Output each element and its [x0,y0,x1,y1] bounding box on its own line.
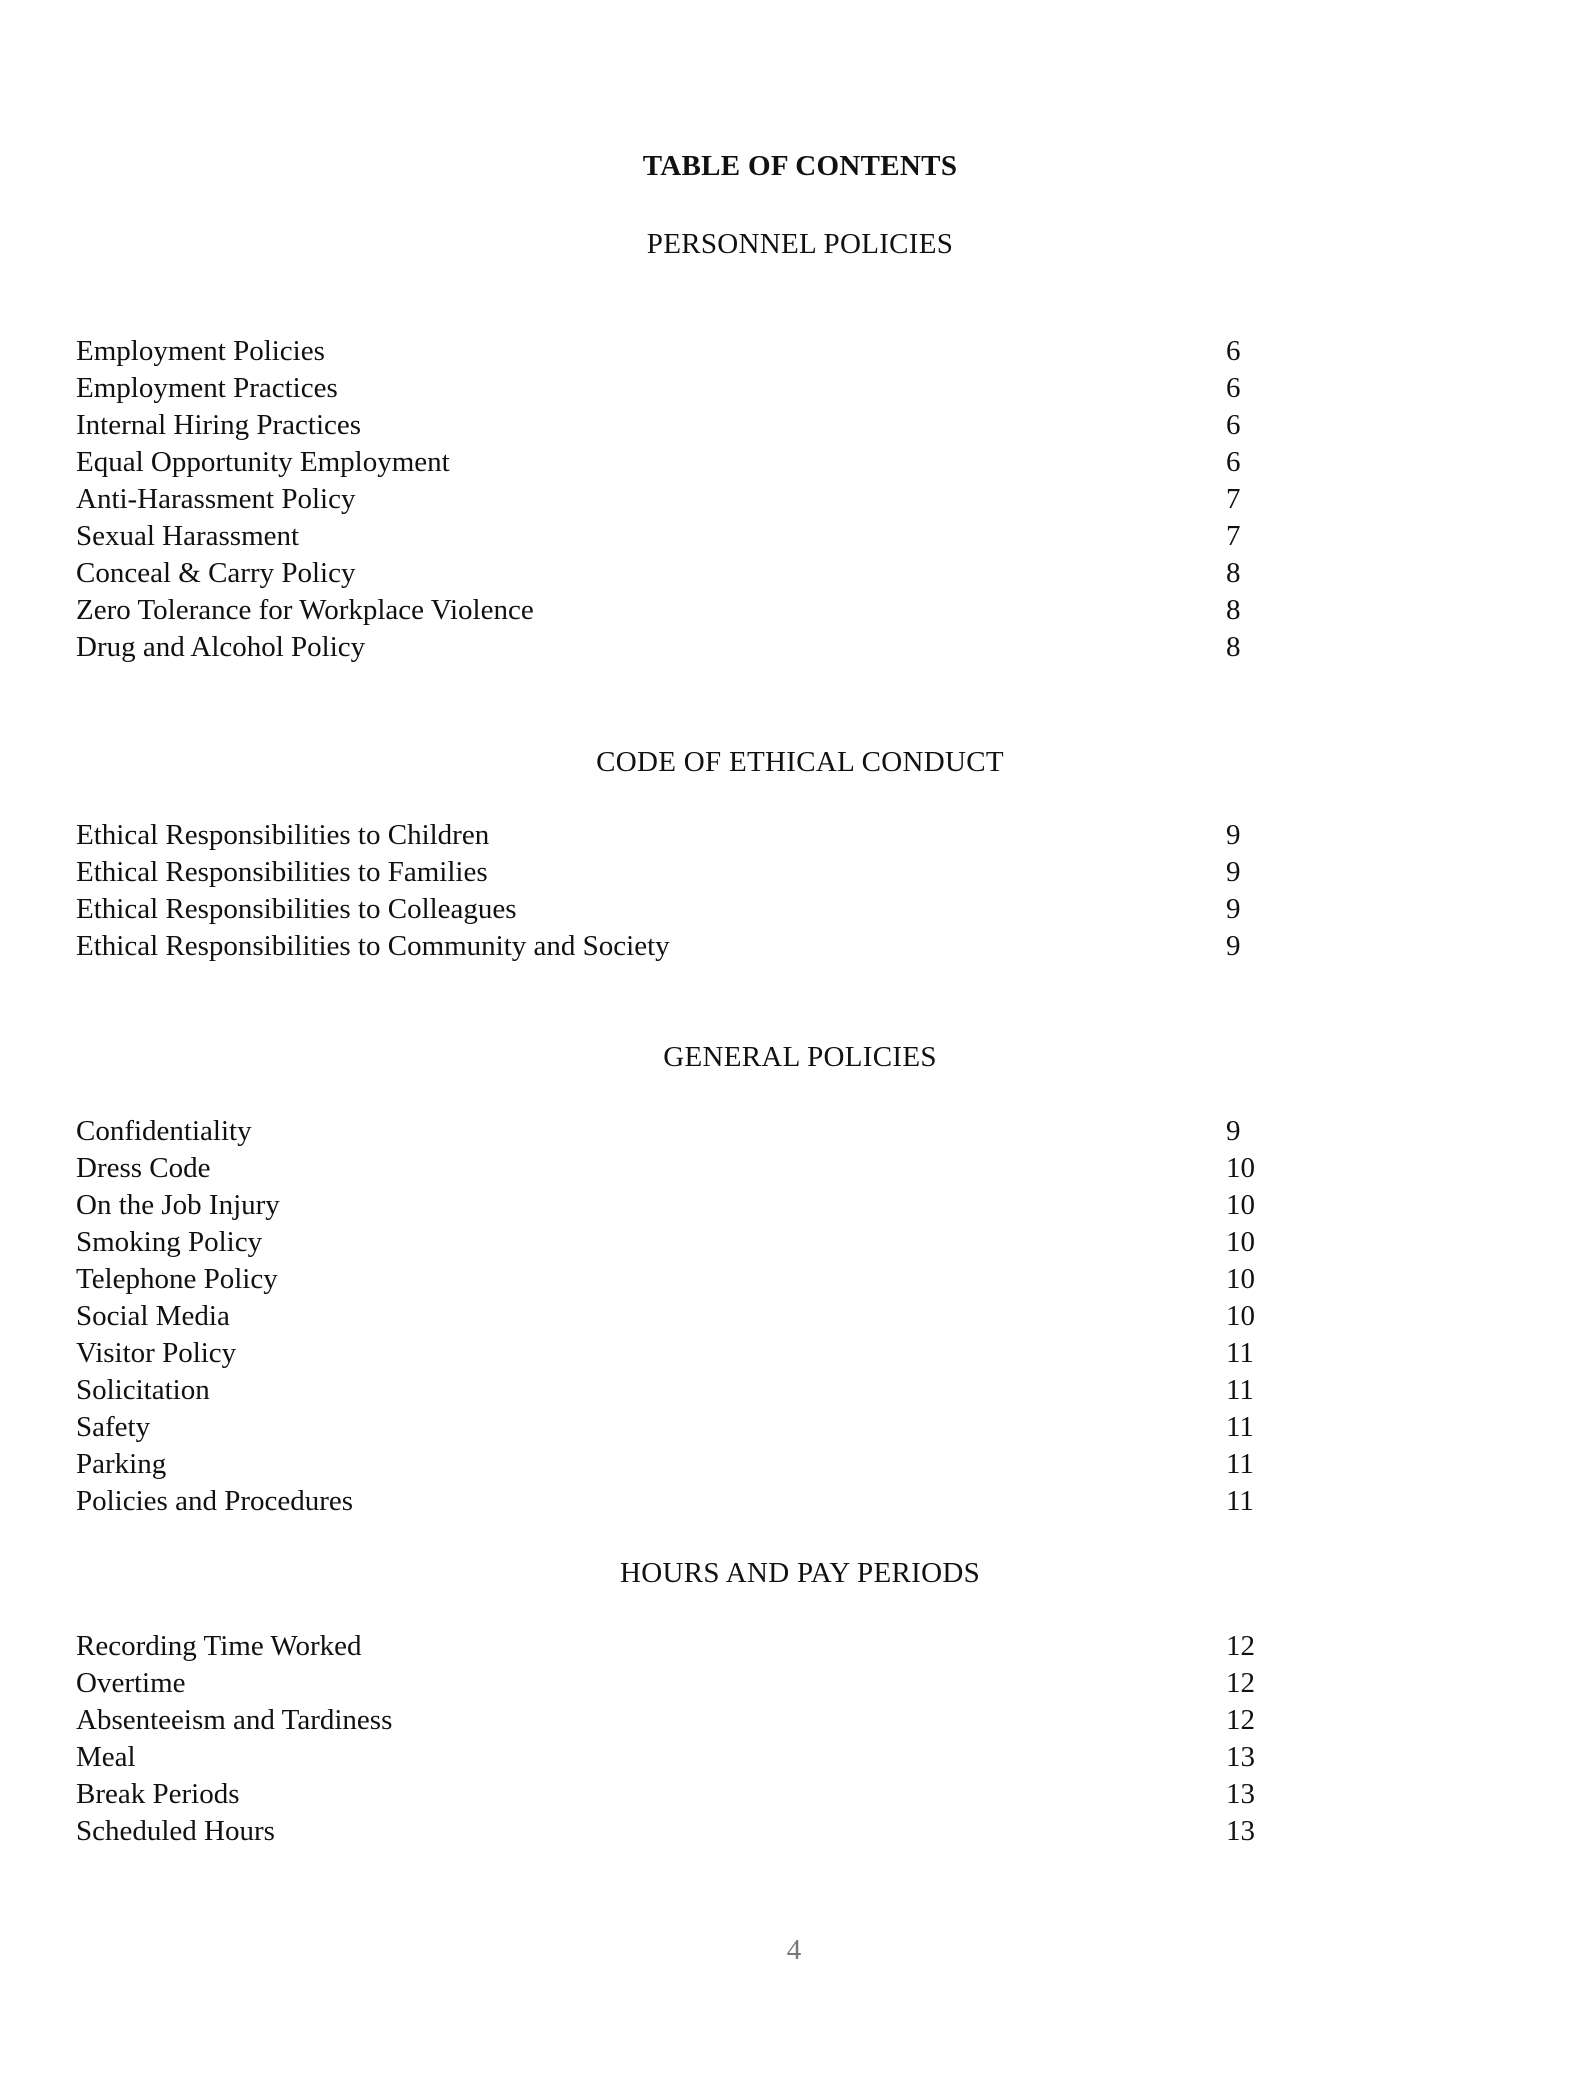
toc-entry-page: 13 [1226,1815,1255,1847]
toc-entry-page: 13 [1226,1741,1255,1773]
toc-entry [76,1409,1276,1446]
toc-entry [76,1739,1276,1776]
section-heading-personnel-policies: PERSONNEL POLICIES [646,228,954,260]
toc-entry-label: Visitor Policy [76,1337,237,1369]
toc-list-general-policies [76,1113,1276,1520]
toc-entry-label: Ethical Responsibilities to Community and Society [76,930,670,962]
toc-entry [76,1628,1276,1665]
toc-entry [76,333,1276,370]
toc-entry-label: Dress Code [76,1152,211,1184]
page-title: TABLE OF CONTENTS [642,150,958,182]
toc-entry-page: 6 [1226,446,1241,478]
toc-entry [76,1113,1276,1150]
section-heading-hours-and-pay-periods: HOURS AND PAY PERIODS [619,1557,981,1589]
toc-entry-label: Meal [76,1741,136,1773]
toc-entry-page: 9 [1226,893,1241,925]
toc-entry-label: Employment Policies [76,335,325,367]
toc-entry-label: Anti-Harassment Policy [76,483,356,515]
toc-entry-label: Smoking Policy [76,1226,263,1258]
toc-entry-page: 11 [1226,1485,1254,1517]
toc-entry [76,1446,1276,1483]
toc-entry-page: 10 [1226,1226,1255,1258]
toc-entry-label: Conceal & Carry Policy [76,557,356,589]
toc-entry-page: 10 [1226,1152,1255,1184]
toc-entry-page: 11 [1226,1448,1254,1480]
toc-entry [76,481,1276,518]
toc-entry [76,1150,1276,1187]
toc-entry [76,928,1276,965]
toc-list-hours-and-pay-periods [76,1628,1276,1850]
toc-entry [76,1483,1276,1520]
toc-entry-page: 13 [1226,1778,1255,1810]
toc-entry [76,592,1276,629]
footer-page-number: 4 [786,1934,802,1966]
toc-entry-label: Recording Time Worked [76,1630,362,1662]
toc-entry [76,1224,1276,1261]
toc-entry-page: 12 [1226,1704,1255,1736]
toc-entry-page: 11 [1226,1374,1254,1406]
section-heading-code-of-ethical-conduct: CODE OF ETHICAL CONDUCT [596,746,1004,778]
toc-entry [76,407,1276,444]
toc-entry-page: 10 [1226,1189,1255,1221]
toc-list-personnel-policies [76,333,1276,666]
toc-entry-page: 6 [1226,335,1241,367]
toc-entry [76,518,1276,555]
toc-entry-label: Solicitation [76,1374,210,1406]
toc-entry-label: Policies and Procedures [76,1485,354,1517]
toc-entry-label: On the Job Injury [76,1189,280,1221]
toc-entry-page: 6 [1226,409,1241,441]
toc-entry-page: 8 [1226,631,1241,663]
toc-list-code-of-ethical-conduct [76,817,1276,965]
toc-entry [76,444,1276,481]
toc-entry-label: Ethical Responsibilities to Families [76,856,488,888]
toc-entry [76,1261,1276,1298]
toc-entry-page: 9 [1226,1115,1241,1147]
toc-entry-page: 9 [1226,856,1241,888]
toc-entry-label: Overtime [76,1667,186,1699]
toc-entry [76,817,1276,854]
toc-entry-label: Parking [76,1448,167,1480]
toc-entry-label: Confidentiality [76,1115,252,1147]
toc-entry [76,854,1276,891]
section-heading-general-policies: GENERAL POLICIES [663,1041,937,1073]
toc-entry-page: 9 [1226,930,1241,962]
toc-entry [76,1665,1276,1702]
toc-entry-label: Safety [76,1411,151,1443]
toc-entry [76,370,1276,407]
toc-entry-label: Ethical Responsibilities to Colleagues [76,893,517,925]
toc-entry [76,1372,1276,1409]
toc-entry-label: Telephone Policy [76,1263,278,1295]
toc-entry-label: Ethical Responsibilities to Children [76,819,490,851]
toc-entry-page: 10 [1226,1300,1255,1332]
toc-entry-page: 10 [1226,1263,1255,1295]
toc-entry-label: Break Periods [76,1778,240,1810]
toc-entry [76,1298,1276,1335]
toc-entry-page: 7 [1226,483,1241,515]
toc-entry-page: 8 [1226,594,1241,626]
toc-entry-label: Scheduled Hours [76,1815,275,1847]
toc-entry-label: Social Media [76,1300,230,1332]
toc-entry-page: 11 [1226,1337,1254,1369]
toc-entry [76,1776,1276,1813]
toc-entry [76,629,1276,666]
toc-entry [76,891,1276,928]
toc-entry [76,1813,1276,1850]
toc-entry-page: 6 [1226,372,1241,404]
toc-entry-label: Absenteeism and Tardiness [76,1704,393,1736]
toc-entry-page: 11 [1226,1411,1254,1443]
toc-entry [76,1335,1276,1372]
toc-entry-page: 9 [1226,819,1241,851]
toc-entry-label: Zero Tolerance for Workplace Violence [76,594,534,626]
toc-entry-label: Drug and Alcohol Policy [76,631,366,663]
toc-entry-label: Internal Hiring Practices [76,409,362,441]
toc-entry [76,555,1276,592]
toc-entry-page: 12 [1226,1667,1255,1699]
toc-entry-label: Equal Opportunity Employment [76,446,450,478]
toc-entry-label: Sexual Harassment [76,520,300,552]
toc-entry [76,1187,1276,1224]
toc-entry-label: Employment Practices [76,372,338,404]
toc-entry [76,1702,1276,1739]
toc-entry-page: 12 [1226,1630,1255,1662]
toc-entry-page: 7 [1226,520,1241,552]
toc-entry-page: 8 [1226,557,1241,589]
